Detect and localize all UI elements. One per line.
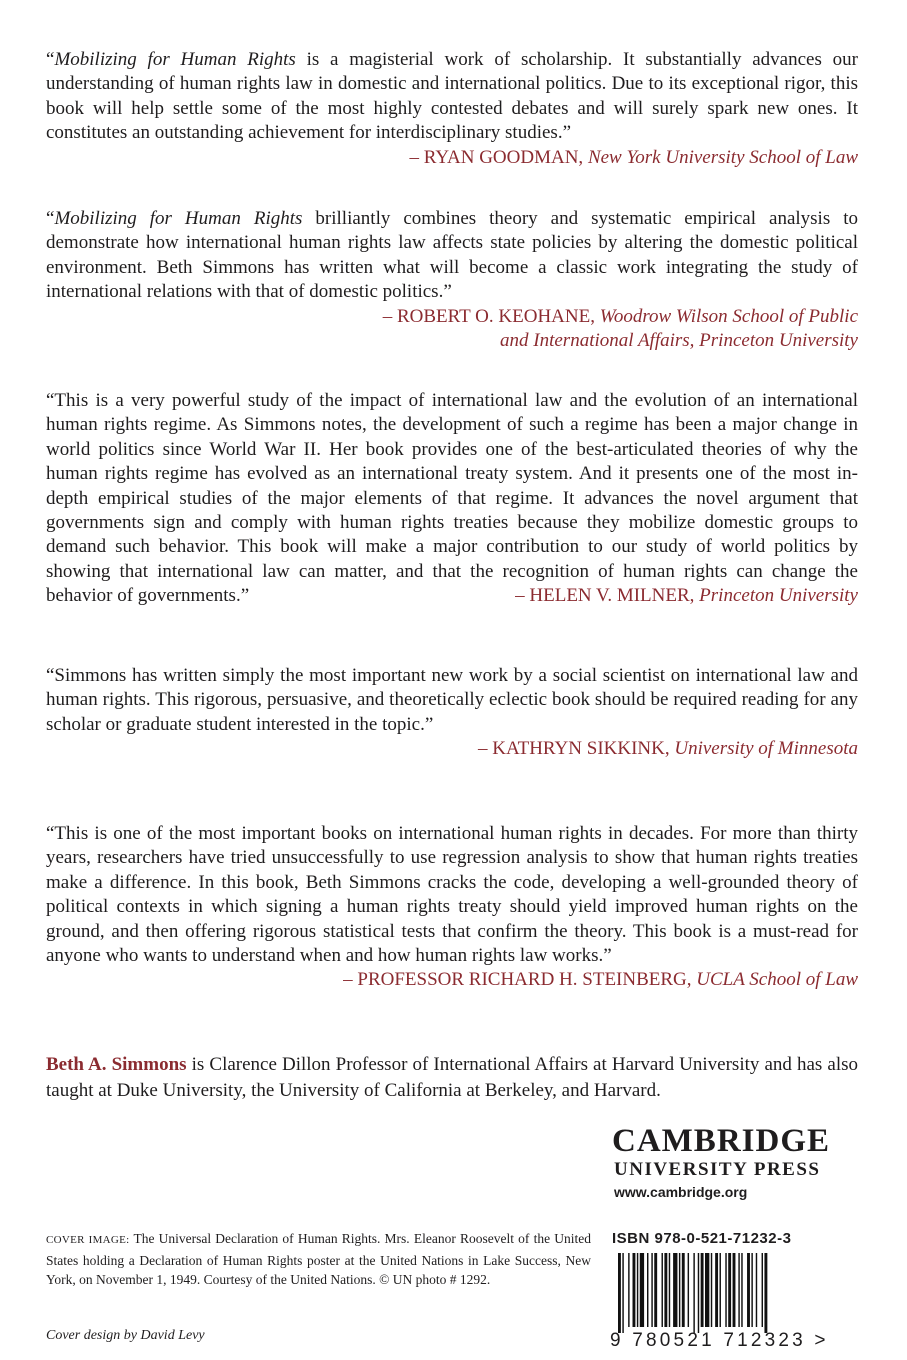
barcode-bar	[669, 1253, 670, 1327]
barcode-bar	[751, 1253, 752, 1327]
publisher-subtitle: UNIVERSITY PRESS	[614, 1159, 821, 1180]
barcode-bar	[688, 1253, 689, 1327]
quote-affiliation: Princeton University	[699, 585, 858, 607]
quote-affiliation: University of Minnesota	[674, 738, 858, 760]
barcode-icon	[612, 1253, 862, 1333]
barcode-bar	[701, 1253, 704, 1327]
cover-design-credit: Cover design by David Levy	[46, 1328, 205, 1343]
quote-affiliation-line2: and International Affairs, Princeton University	[500, 330, 858, 352]
quote-text: “This is one of the most important books on international human rights in decades. For more than thirty years, researchers have tried unsuccessfully to use regression analysis to show that human rights treaties make a difference. In this book, Beth Simmons cracks the code, developing a well-grounded theory of political contexts in which signing a human rights treaty should yield improved human rights on the ground, and then offering rigorous statistical tests that confirm the theory. This book is a must-read for anyone who wants to understand when and how human rights law works.”	[46, 823, 858, 967]
publisher-url: www.cambridge.org	[614, 1184, 748, 1200]
barcode-bar	[647, 1253, 648, 1327]
endorsement-quote	[46, 389, 858, 609]
barcode-bar	[705, 1253, 709, 1327]
cover-credit-text: The Universal Declaration of Human Rights. Mrs. Eleanor Roosevelt of the United States holding a Declaration of Human Rights poster at the United Nations in Lake Success, New York, on November 1, 1949. Courtesy of the United Nations. © UN photo # 1292.	[46, 1231, 591, 1287]
quote-author: – RYAN GOODMAN,	[409, 146, 584, 168]
cover-credit-label: COVER IMAGE:	[46, 1234, 130, 1246]
barcode-bar	[711, 1253, 712, 1327]
isbn-label: ISBN 978-0-521-71232-3	[612, 1230, 792, 1247]
endorsement-quote: “Mobilizing for Human Rights brilliantly combines theory and systematic empirical analysis to demonstrate how international human rights law affects state policies by altering the domestic political environment. Beth Simmons has written what will become a classic work integrating the study of international relations with that of domestic politics.” – ROBERT O. KEOHANE, Woodrow Wilson School of Public and International Affairs, Princeton University	[46, 207, 858, 353]
quote-author: – KATHRYN SIKKINK,	[478, 738, 670, 760]
quote-attribution	[46, 305, 858, 354]
barcode-bar	[762, 1253, 763, 1327]
barcode-bar	[637, 1253, 638, 1327]
barcode-bar	[662, 1253, 663, 1327]
endorsement-quote	[46, 664, 858, 762]
quote-author: – HELEN V. MILNER,	[515, 585, 695, 607]
endorsement-quote	[46, 822, 858, 993]
quote-text: “This is a very powerful study of the impact of international law and the evolution of an international human rights regime. As Simmons notes, the development of such a regime has been a major change in world politics since World War II. Her book provides one of the best-articulated theories of why the human rights regime has evolved as an international treaty system. And it presents one of the most in-depth empirical studies of the major elements of that regime. It advances the novel argument that governments sign and comply with human rights treaties because they mobilize domestic groups to demand such behavior. This book will make a major contribution to our study of world politics by showing that international law can matter, and that the recognition of human rights can change the behavior of governments.”	[46, 390, 858, 607]
cover-image-credit	[46, 1229, 591, 1290]
barcode-bar	[720, 1253, 721, 1327]
barcode-bar	[673, 1253, 677, 1327]
quote-attribution	[515, 584, 858, 608]
quote-attribution	[46, 737, 858, 761]
barcode-bar	[764, 1253, 767, 1333]
quote-author: – PROFESSOR RICHARD H. STEINBERG,	[343, 969, 692, 991]
endorsement-quote: “Mobilizing for Human Rights is a magisterial work of scholarship. It substantially advances our understanding of human rights law in domestic and international politics. Due to its exceptional rigor, this book will help settle some of the most highly contested debates and will surely spark new ones. It constitutes an outstanding achievement for interdisciplinary studies.” – RYAN GOODMAN, New York University School of Law	[46, 48, 858, 170]
barcode-bar	[682, 1253, 685, 1327]
author-bio-text: is Clarence Dillon Professor of International Affairs at Harvard University and has also taught at Duke University, the University of California at Berkeley, and Harvard.	[46, 1054, 859, 1101]
barcode-bar	[738, 1253, 739, 1327]
barcode-bar	[622, 1253, 623, 1333]
quote-affiliation: New York University School of Law	[587, 146, 858, 168]
publisher-logo	[612, 1124, 862, 1202]
quote-attribution	[410, 146, 858, 170]
barcode-bar	[725, 1253, 726, 1327]
barcode-bar	[747, 1253, 750, 1327]
barcode-bar	[733, 1253, 736, 1327]
author-bio	[46, 1052, 858, 1103]
book-title: Mobilizing for Human Rights	[54, 49, 296, 70]
barcode-bar	[654, 1253, 657, 1327]
barcode-bar	[728, 1253, 731, 1327]
barcode-bar	[741, 1253, 742, 1327]
barcode-bar	[756, 1253, 757, 1327]
barcode-bar	[693, 1253, 694, 1333]
barcode-bar	[679, 1253, 680, 1327]
barcode-bar	[628, 1253, 629, 1327]
quote-text: “Simmons has written simply the most important new work by a social scientist on international law and human rights. This rigorous, persuasive, and theoretically eclectic book should be required reading for any scholar or graduate student interested in the topic.”	[46, 665, 858, 735]
barcode-bar	[651, 1253, 652, 1327]
quote-affiliation: UCLA School of Law	[696, 969, 858, 991]
barcode-bar	[715, 1253, 718, 1327]
barcode-bar	[633, 1253, 636, 1327]
barcode-digits: 9 780521 712323 >	[610, 1330, 829, 1351]
quote-attribution	[46, 968, 858, 992]
barcode-bar	[618, 1253, 621, 1333]
author-name: Beth A. Simmons	[46, 1054, 187, 1075]
quote-affiliation: Woodrow Wilson School of Public	[599, 305, 858, 327]
quote-text: brilliantly combines theory and systematic empirical analysis to demonstrate how international human rights law affects state policies by altering the domestic political environment. Beth Simmons has written what will become a classic work integrating the study of international relations with that of domestic politics.”	[46, 208, 858, 303]
quote-author: – ROBERT O. KEOHANE,	[382, 305, 595, 327]
barcode-bar	[698, 1253, 699, 1333]
barcode-bar	[640, 1253, 644, 1327]
publisher-name: CAMBRIDGE	[612, 1123, 831, 1159]
barcode-bar	[664, 1253, 667, 1327]
quote-text: is a magisterial work of scholarship. It substantially advances our understanding of human rights law in domestic and international politics. Due to its exceptional rigor, this book will help settle some of the most highly contested debates and will surely spark new ones. It constitutes an outstanding achievement for interdisciplinary studies.”	[46, 49, 858, 144]
book-title: Mobilizing for Human Rights	[54, 208, 303, 229]
